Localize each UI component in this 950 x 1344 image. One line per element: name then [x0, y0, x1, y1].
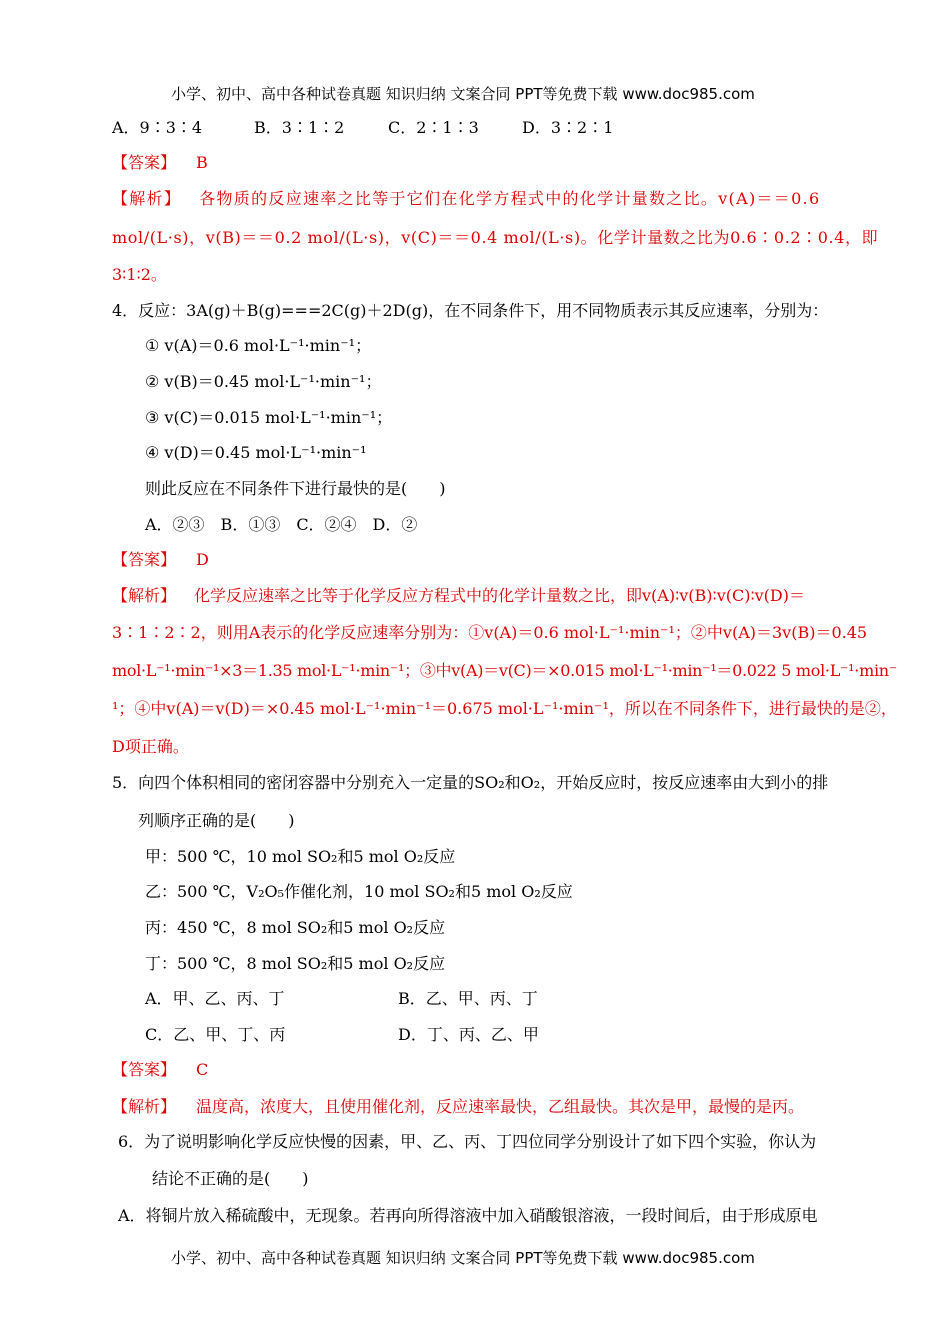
q4-item-2: ② v(B)＝0.45 mol·L⁻¹·min⁻¹； — [145, 372, 382, 391]
q4-item-3: ③ v(C)＝0.015 mol·L⁻¹·min⁻¹； — [145, 408, 393, 427]
page-footer: 小学、初中、高中各种试卷真题 知识归纳 文案合同 PPT等免费下载 www.doc985.com — [171, 1249, 755, 1267]
analysis-label: 【解析】 — [112, 586, 177, 605]
analysis-label: 【解析】 — [112, 1097, 177, 1116]
q5-option-b: B．乙、甲、丙、丁 — [398, 989, 538, 1008]
q5-option-c: C．乙、甲、丁、丙 — [145, 1025, 286, 1044]
q5-answer — [112, 1060, 208, 1080]
answer-value: C — [196, 1060, 209, 1079]
q4-stem: 4．反应：3A(g)＋B(g)===2C(g)＋2D(g)，在不同条件下，用不同物质表示其反应速率，分别为： — [112, 301, 829, 320]
q4-options: A．②③ B．①③ C．②④ D．② — [145, 515, 418, 534]
q3-answer — [112, 153, 208, 173]
q5-item-yi: 乙：500 ℃，V₂O₅作催化剂，10 mol SO₂和5 mol O₂反应 — [145, 882, 573, 901]
q3-option-c: C．2∶1∶3 — [388, 118, 479, 137]
q4-analysis-line-4: ¹；④中v(A)＝v(D)＝×0.45 mol·L⁻¹·min⁻¹＝0.675 mol·L⁻¹·min⁻¹，所以在不同条件下，进行最快的是②， — [112, 699, 897, 718]
q3-analysis-line-3: 3∶1∶2。 — [112, 265, 167, 284]
q3-option-a: A．9∶3∶4 — [112, 118, 203, 137]
answer-label: 【答案】 — [112, 1060, 177, 1079]
q4-analysis-line-1: 化学反应速率之比等于化学反应方程式中的化学计量数之比，即v(A)∶v(B)∶v(C)∶v(D)＝ — [194, 586, 805, 605]
q6-option-a: A．将铜片放入稀硫酸中，无现象。若再向所得溶液中加入硝酸银溶液，一段时间后，由于形成原电 — [118, 1206, 818, 1225]
q4-analysis-line-5: D项正确。 — [112, 737, 189, 756]
answer-label: 【答案】 — [112, 550, 177, 569]
page-header: 小学、初中、高中各种试卷真题 知识归纳 文案合同 PPT等免费下载 www.doc985.com — [171, 85, 755, 103]
answer-label: 【答案】 — [112, 153, 177, 172]
q5-stem-line-2: 列顺序正确的是( ) — [138, 811, 295, 830]
q3-option-d: D．3∶2∶1 — [522, 118, 614, 137]
q6-stem-line-2: 结论不正确的是( ) — [152, 1169, 309, 1188]
q3-analysis-line-2: mol/(L·s)，v(B)＝＝0.2 mol/(L·s)，v(C)＝＝0.4 mol/(L·s)。化学计量数之比为0.6∶0.2∶0.4，即 — [112, 228, 879, 247]
q5-item-bing: 丙：450 ℃，8 mol SO₂和5 mol O₂反应 — [145, 918, 446, 937]
q5-analysis — [112, 1097, 804, 1117]
q5-option-a: A．甲、乙、丙、丁 — [145, 989, 285, 1008]
q4-question: 则此反应在不同条件下进行最快的是( ) — [145, 479, 446, 498]
q6-stem-line-1: 6．为了说明影响化学反应快慢的因素，甲、乙、丙、丁四位同学分别设计了如下四个实验，你认为 — [118, 1132, 817, 1151]
q4-analysis-line-3: mol·L⁻¹·min⁻¹×3＝1.35 mol·L⁻¹·min⁻¹；③中v(A)＝v(C)＝×0.015 mol·L⁻¹·min⁻¹＝0.022 5 mol·L⁻¹·min⁻ — [112, 661, 897, 680]
q4-item-4: ④ v(D)＝0.45 mol·L⁻¹·min⁻¹ — [145, 443, 367, 462]
q5-option-d: D．丁、丙、乙、甲 — [398, 1025, 539, 1044]
q5-item-ding: 丁：500 ℃，8 mol SO₂和5 mol O₂反应 — [145, 954, 446, 973]
q3-analysis-line-1: 各物质的反应速率之比等于它们在化学方程式中的化学计量数之比。v(A)＝＝0.6 — [199, 189, 821, 208]
q4-answer — [112, 550, 209, 570]
answer-value: B — [196, 153, 208, 172]
q3-analysis — [112, 189, 820, 209]
q5-stem-line-1: 5．向四个体积相同的密闭容器中分别充入一定量的SO₂和O₂，开始反应时，按反应速率由大到小的排 — [112, 773, 829, 792]
q4-item-1: ① v(A)＝0.6 mol·L⁻¹·min⁻¹； — [145, 336, 372, 355]
q5-item-jia: 甲：500 ℃，10 mol SO₂和5 mol O₂反应 — [145, 847, 456, 866]
answer-value: D — [196, 550, 209, 569]
q5-analysis-text: 温度高，浓度大，且使用催化剂，反应速率最快，乙组最快。其次是甲，最慢的是丙。 — [196, 1097, 805, 1116]
q4-analysis-line-2: 3∶1∶2∶2，则用A表示的化学反应速率分别为：①v(A)＝0.6 mol·L⁻¹·min⁻¹；②中v(A)＝3v(B)＝0.45 — [112, 623, 868, 642]
q3-option-b: B．3∶1∶2 — [254, 118, 345, 137]
analysis-label: 【解析】 — [112, 189, 182, 208]
q4-analysis — [112, 586, 805, 606]
